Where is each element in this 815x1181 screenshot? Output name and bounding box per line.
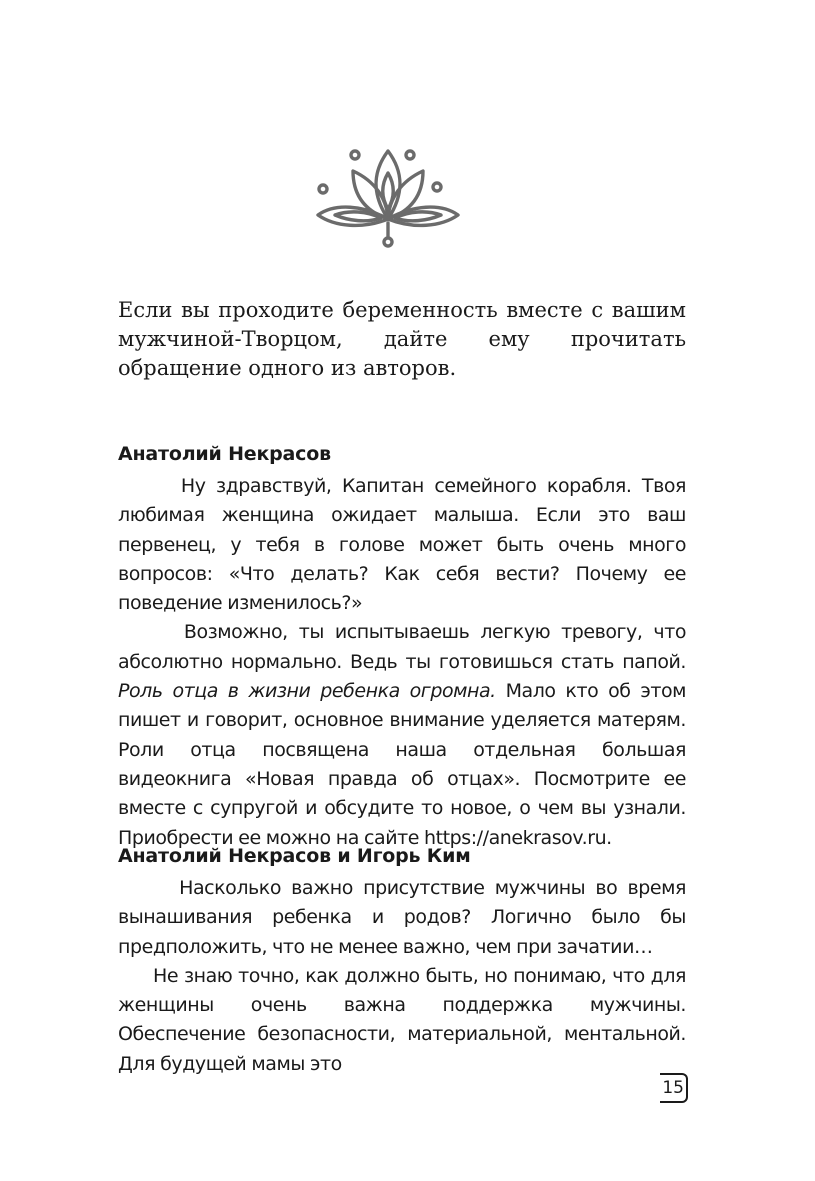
paragraph-text: Насколько важно присутствие мужчины во время вынашивания ребенка и родов? Логично было бы предположить, что не менее важно, чем при зачатии… <box>118 877 686 958</box>
paragraph <box>118 472 686 618</box>
paragraph-text: Возможно, ты испытываешь легкую тревогу, что абсолютно нормально. Ведь ты готовишься стать папой. <box>118 621 686 673</box>
paragraph-text: Ну здравствуй, Капитан семейного корабля. Твоя любимая женщина ожидает малыша. Если это ваш первенец, у тебя в голове может быть очень много вопросов: «Что делать? Как себя вести? Почему ее поведение изменилось?» <box>118 475 686 615</box>
paragraph-text: Мало кто об этом пишет и говорит, основное внимание уделяется матерям. Роли отца посвящена наша отдельная большая видеокнига «Новая правда об отцах». Посмотрите ее вместе с супругой и обсудите то новое, о чем вы узнали. Приобрести ее можно на сайте https://anekrasov.ru. <box>118 680 687 849</box>
paragraph <box>118 962 686 1079</box>
section-nekrasov <box>118 440 686 853</box>
section-nekrasov-kim <box>118 842 686 1079</box>
lotus-ornament <box>313 143 463 251</box>
lotus-icon <box>313 143 463 251</box>
page-number: 15 <box>660 1073 688 1103</box>
paragraph <box>118 874 686 962</box>
author-heading: Анатолий Некрасов и Игорь Ким <box>118 845 471 867</box>
paragraph <box>118 618 686 852</box>
paragraph-text: Не знаю точно, как должно быть, но понимаю, что для женщины очень важна поддержка мужчины. Обеспечение безопасности, материальной, ментальной. Для будущей мамы это <box>118 964 686 1075</box>
author-heading: Анатолий Некрасов <box>118 443 331 465</box>
intro-paragraph: Если вы проходите беременность вместе с вашим мужчиной-Творцом, дайте ему прочитать обращение одного из авторов. <box>118 298 686 380</box>
italic-phrase: Роль отца в жизни ребенка огромна. <box>118 680 496 703</box>
